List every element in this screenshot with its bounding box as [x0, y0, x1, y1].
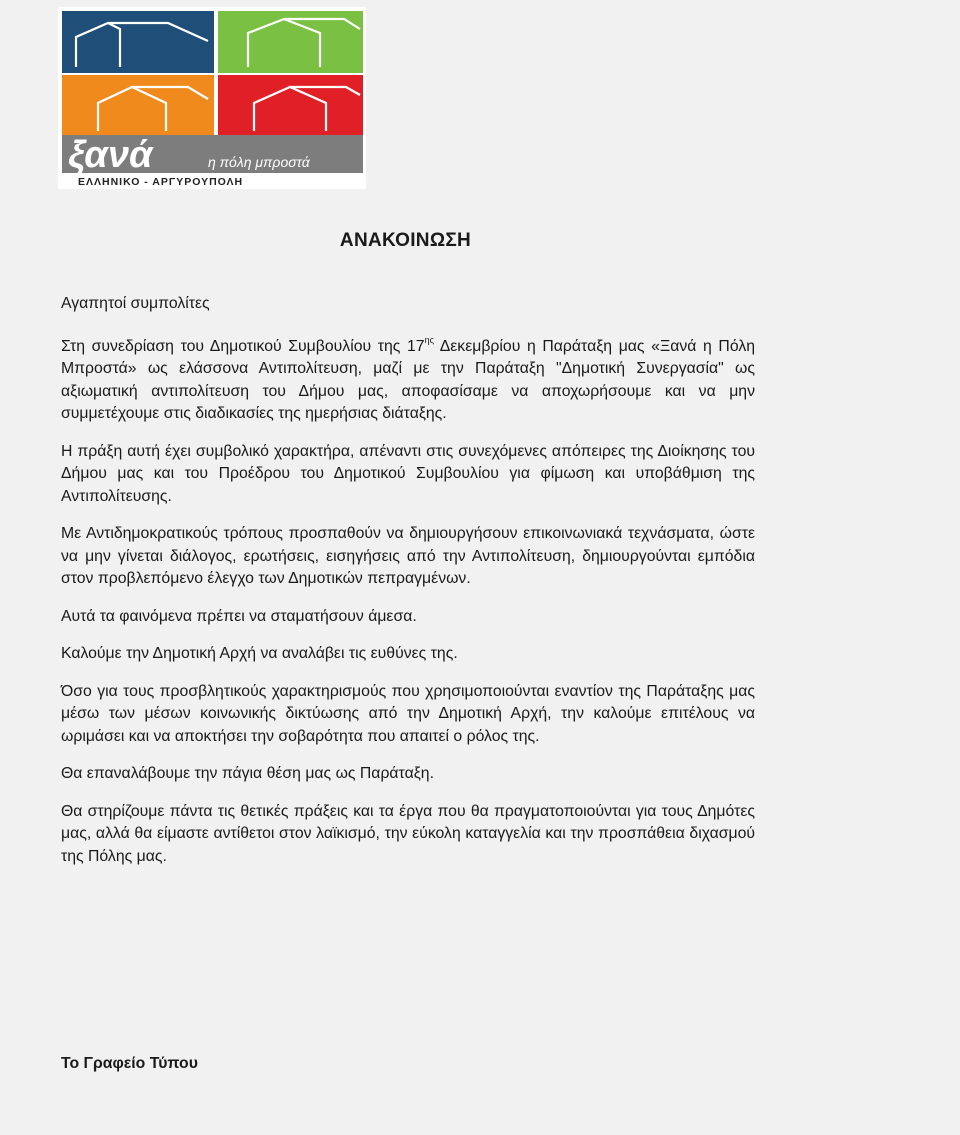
paragraph-3: Με Αντιδημοκρατικούς τρόπους προσπαθούν να δημιουργήσουν επικοινωνιακά τεχνάσματα, ώστε να μην γίνεται διάλογος, ερωτήσεις, εισηγήσεις από την Αντιπολίτευση, δημιουργούνται εμπόδια στον προβλεπόμενο έλεγχο των Δημοτικών πεπραγμένων. [61, 525, 755, 587]
blue-tile [62, 11, 214, 73]
paragraph-8: Θα στηρίζουμε πάντα τις θετικές πράξεις και τα έργα που θα πραγματοποιούνται για τους Δημότες μας, αλλά θα είμαστε αντίθετοι στον λαϊκισμό, την εύκολη καταγγελία και την προσπάθεια διχασμού της Πόλης μας. [61, 802, 755, 865]
green-tile [218, 11, 363, 73]
paragraph-4: Αυτά τα φαινόμενα πρέπει να σταματήσουν άμεσα. [61, 607, 417, 625]
logo-word: ξανά [68, 134, 153, 176]
paragraph-1-start: Στη συνεδρίαση του Δημοτικού Συμβουλίου της 17 [61, 337, 425, 355]
party-logo-graphic [58, 7, 366, 189]
logo-slogan: η πόλη μπροστά [208, 154, 310, 170]
paragraph-5: Καλούμε την Δημοτική Αρχή να αναλάβει τις ευθύνες της. [61, 645, 458, 662]
red-tile [218, 75, 363, 135]
document-title: ΑΝΑΚΟΙΝΩΣΗ [339, 230, 472, 251]
paragraph-1-rest: Δεκεμβρίου η Παράταξη μας «Ξανά η Πόλη Μπροστά» ως ελάσσονα Αντιπολίτευση, μαζί με την Παράταξη "Δημοτική Συνεργασία" ως αξιωματική αντιπολίτευση του Δήμου μας, αποφασίσαμε να αποχωρήσουμε και να μην συμμετέχουμε στις διαδικασίες της ημερήσιας διάταξης. [61, 337, 755, 422]
orange-tile [62, 75, 214, 135]
signature: Το Γραφείο Τύπου [61, 1055, 198, 1072]
paragraph-7: Θα επαναλάβουμε την πάγια θέση μας ως Παράταξη. [61, 765, 434, 782]
paragraph-6: Όσο για τους προσβλητικούς χαρακτηρισμούς που χρησιμοποιούνται εναντίον της Παράταξης μας μέσω των μέσων κοινωνικής δικτύωσης από την Δημοτική Αρχή, την καλούμε επιτέλους να ωριμάσει και να αποκτήσει την σοβαρότητα που απαιτεί ο ρόλος της. [61, 682, 755, 745]
logo-subtitle: ΕΛΛΗΝΙΚΟ - ΑΡΓΥΡΟΥΠΟΛΗ [78, 176, 244, 188]
ordinal-suffix: ης [424, 334, 434, 345]
party-logo [58, 7, 366, 189]
paragraph-1 [61, 336, 755, 426]
greeting: Αγαπητοί συμπολίτες [61, 295, 210, 312]
document-body [61, 293, 755, 883]
paragraph-2: Η πράξη αυτή έχει συμβολικό χαρακτήρα, απέναντι στις συνεχόμενες απόπειρες της Διοίκησης του Δήμου μας και του Προέδρου του Δημοτικού Συμβουλίου για φίμωση και υποβάθμιση της Αντιπολίτευσης. [61, 442, 755, 505]
